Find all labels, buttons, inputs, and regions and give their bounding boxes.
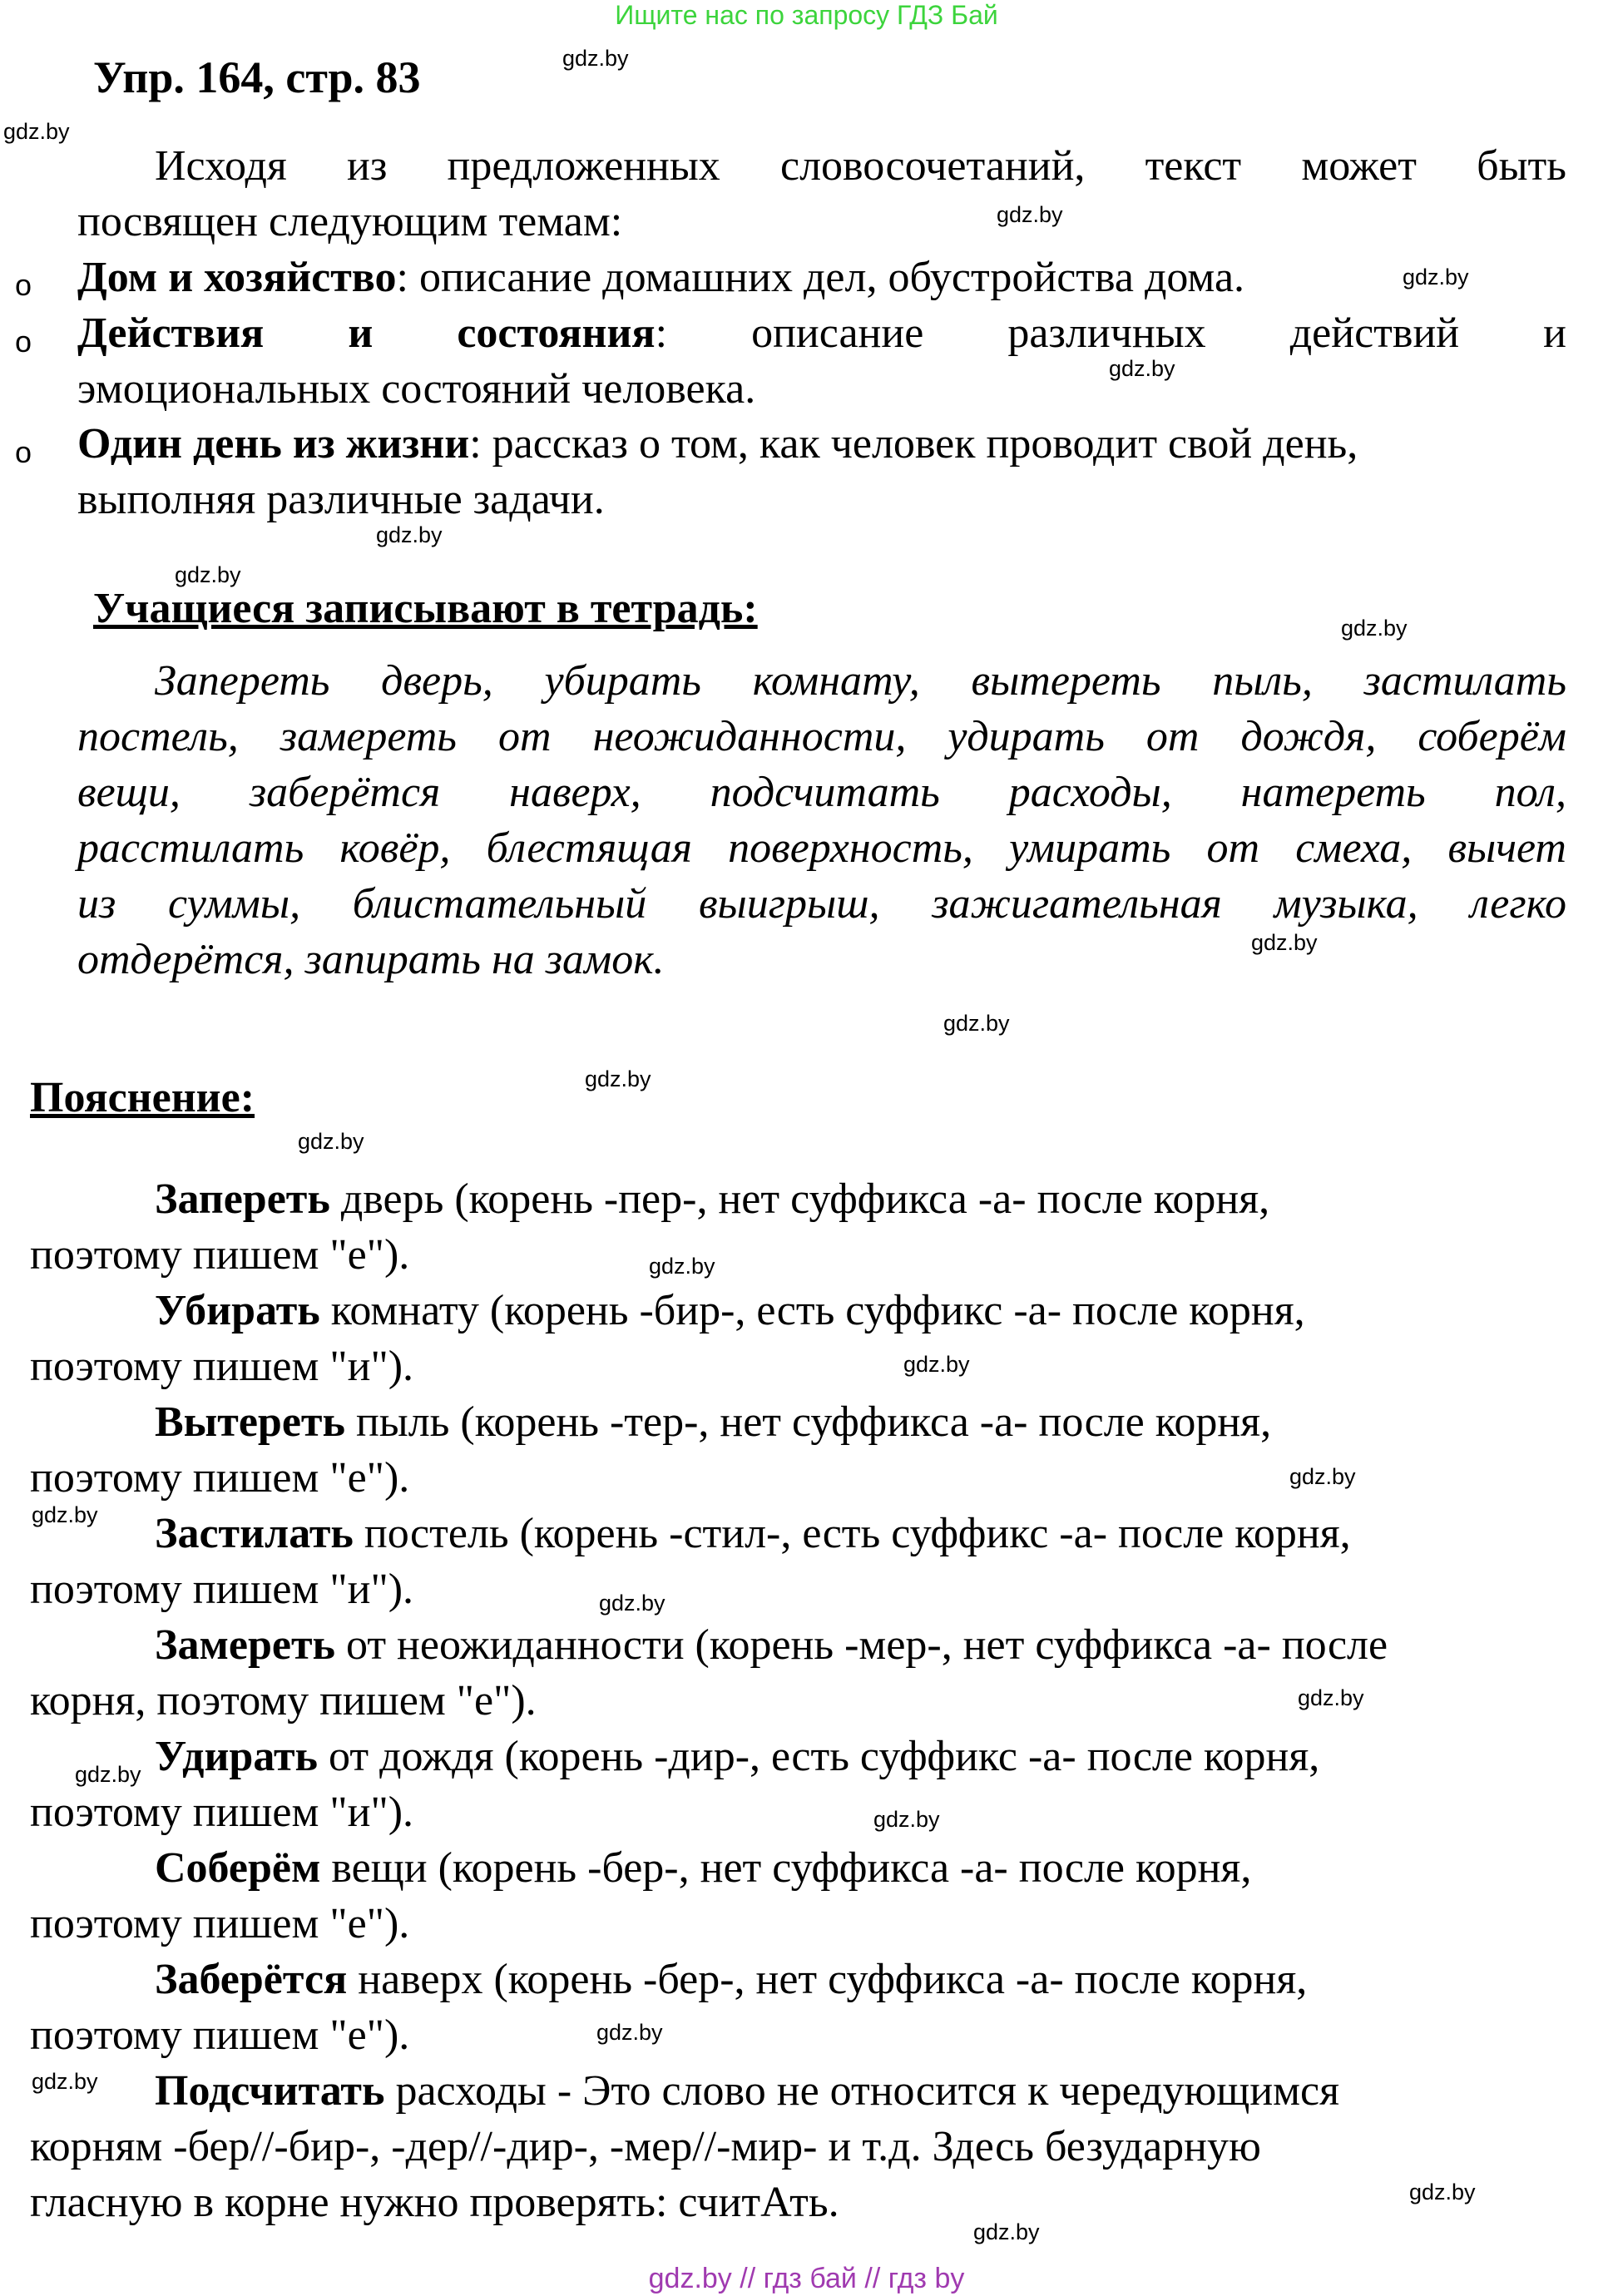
watermark: gdz.by: [1251, 930, 1318, 955]
explanation-text: от дождя (корень -дир-, есть суффикс -а- после корня,: [318, 1733, 1320, 1780]
topic-term: Действия и состояния: [77, 309, 656, 357]
topic-2-line-2: эмоциональных состояний человека.: [77, 365, 756, 413]
explanation-1-line-2: поэтому пишем "е").: [30, 1231, 410, 1279]
topic-term: Дом и хозяйство: [77, 254, 397, 301]
explanation-text: от неожиданности (корень -мер-, нет суффикса -а- после: [335, 1621, 1388, 1669]
header-watermark: Ищите нас по запросу ГДЗ Бай: [615, 0, 998, 30]
notebook-line-4: расстилать ковёр, блестящая поверхность, умирать от смеха, вычет: [77, 824, 1566, 872]
explanation-term: Заберётся: [155, 1956, 348, 2003]
watermark: gdz.by: [298, 1129, 364, 1154]
explanation-text: наверх (корень -бер-, нет суффикса -а- после корня,: [347, 1956, 1308, 2003]
explanation-term: Застилать: [155, 1510, 354, 1557]
explanation-3-line-2: поэтому пишем "е").: [30, 1454, 410, 1502]
watermark: gdz.by: [175, 562, 241, 587]
notebook-line-1: Запереть дверь, убирать комнату, вытереть пыль, застилать: [155, 657, 1566, 705]
explanation-1: [155, 1171, 1269, 1227]
explanation-text: расходы - Это слово не относится к чередующимся: [384, 2067, 1340, 2115]
watermark: gdz.by: [903, 1352, 970, 1377]
watermark: gdz.by: [1289, 1464, 1356, 1489]
explanation-text: вещи (корень -бер-, нет суффикса -а- после корня,: [320, 1844, 1252, 1892]
watermark: gdz.by: [943, 1011, 1010, 1036]
explanation-text: дверь (корень -пер-, нет суффикса -а- после корня,: [329, 1175, 1270, 1223]
watermark: gdz.by: [1409, 2180, 1476, 2204]
footer-watermark: gdz.by // гдз бай // гдз by: [648, 2263, 965, 2294]
watermark: gdz.by: [562, 46, 629, 71]
notebook-line-2: постель, замереть от неожиданности, удирать от дождя, соберём: [77, 713, 1566, 760]
topic-1: [77, 250, 1566, 305]
bullet-marker: o: [15, 435, 32, 469]
explanation-8-line-2: поэтому пишем "е").: [30, 2011, 410, 2059]
watermark: gdz.by: [1403, 265, 1469, 289]
explanation-term: Удирать: [155, 1733, 319, 1780]
explanation-2-line-2: поэтому пишем "и").: [30, 1343, 414, 1390]
watermark: gdz.by: [1341, 616, 1408, 641]
topic-3-line-2: выполняя различные задачи.: [77, 476, 605, 523]
topic-2-line-1: [77, 305, 1566, 361]
watermark: gdz.by: [1298, 1685, 1364, 1710]
topic-term: Один день из жизни: [77, 420, 470, 468]
topic-text: описание различных действий и: [751, 309, 1566, 357]
watermark: gdz.by: [873, 1807, 940, 1832]
explanation-2: [155, 1283, 1305, 1339]
topic-3-line-1: [77, 416, 1566, 472]
topic-text: : рассказ о том, как человек проводит свой день,: [469, 420, 1358, 468]
explanation-5-line-2: корня, поэтому пишем "е").: [30, 1677, 537, 1724]
explanation-6-line-2: поэтому пишем "и").: [30, 1789, 414, 1836]
explanation-text: пыль (корень -тер-, нет суффикса -а- после корня,: [344, 1398, 1272, 1446]
explanation-term: Соберём: [155, 1844, 321, 1892]
explanation-3: [155, 1394, 1271, 1450]
explanation-term: Убирать: [155, 1287, 320, 1334]
explanation-7-line-2: поэтому пишем "е").: [30, 1900, 410, 1947]
notebook-line-3: вещи, заберётся наверх, подсчитать расходы, натереть пол,: [77, 769, 1566, 816]
topic-text: : описание домашних дел, обустройства дома.: [396, 254, 1245, 301]
notebook-line-6: отдерётся, запирать на замок.: [77, 936, 665, 983]
explanation-7: [155, 1840, 1251, 1896]
explanation-term: Вытереть: [155, 1398, 345, 1446]
explanation-8: [155, 1952, 1307, 2007]
explanation-term: Замереть: [155, 1621, 335, 1669]
explanation-4: [155, 1506, 1351, 1561]
explanation-5: [155, 1617, 1388, 1673]
topic-sep: :: [655, 309, 668, 357]
watermark: gdz.by: [32, 2069, 98, 2094]
explanation-text: постель (корень -стил-, есть суффикс -а- после корня,: [353, 1510, 1351, 1557]
explanation-4-line-2: поэтому пишем "и").: [30, 1566, 414, 1613]
explanation-term: Подсчитать: [155, 2067, 385, 2115]
explanation-9-line-3: гласную в корне нужно проверять: считАть.: [30, 2179, 839, 2226]
bullet-marker: o: [15, 268, 32, 302]
watermark: gdz.by: [376, 522, 443, 547]
explanation-text: комнату (корень -бир-, есть суффикс -а- после корня,: [319, 1287, 1305, 1334]
notebook-line-5: из суммы, блистательный выигрыш, зажигательная музыка, легко: [77, 880, 1566, 928]
watermark: gdz.by: [649, 1254, 715, 1279]
watermark: gdz.by: [596, 2020, 663, 2045]
watermark: gdz.by: [599, 1591, 665, 1616]
explanation-heading: Пояснение:: [30, 1074, 255, 1121]
notebook-heading: Учащиеся записывают в тетрадь:: [93, 585, 758, 632]
watermark: gdz.by: [32, 1502, 98, 1527]
watermark: gdz.by: [585, 1066, 651, 1091]
watermark: gdz.by: [75, 1762, 141, 1787]
explanation-term: Запереть: [155, 1175, 330, 1223]
watermark: gdz.by: [3, 119, 70, 144]
watermark: gdz.by: [973, 2219, 1040, 2244]
explanation-9-line-2: корням -бер//-бир-, -дер//-дир-, -мер//-мир- и т.д. Здесь безударную: [30, 2123, 1261, 2170]
watermark: gdz.by: [997, 202, 1063, 227]
explanation-6: [155, 1729, 1319, 1784]
intro-line-2: посвящен следующим темам:: [77, 198, 623, 245]
page-title: Упр. 164, стр. 83: [93, 52, 421, 102]
intro-line-1: Исходя из предложенных словосочетаний, текст может быть: [155, 142, 1566, 190]
bullet-marker: o: [15, 324, 32, 359]
watermark: gdz.by: [1109, 356, 1175, 381]
explanation-9: [155, 2063, 1339, 2119]
